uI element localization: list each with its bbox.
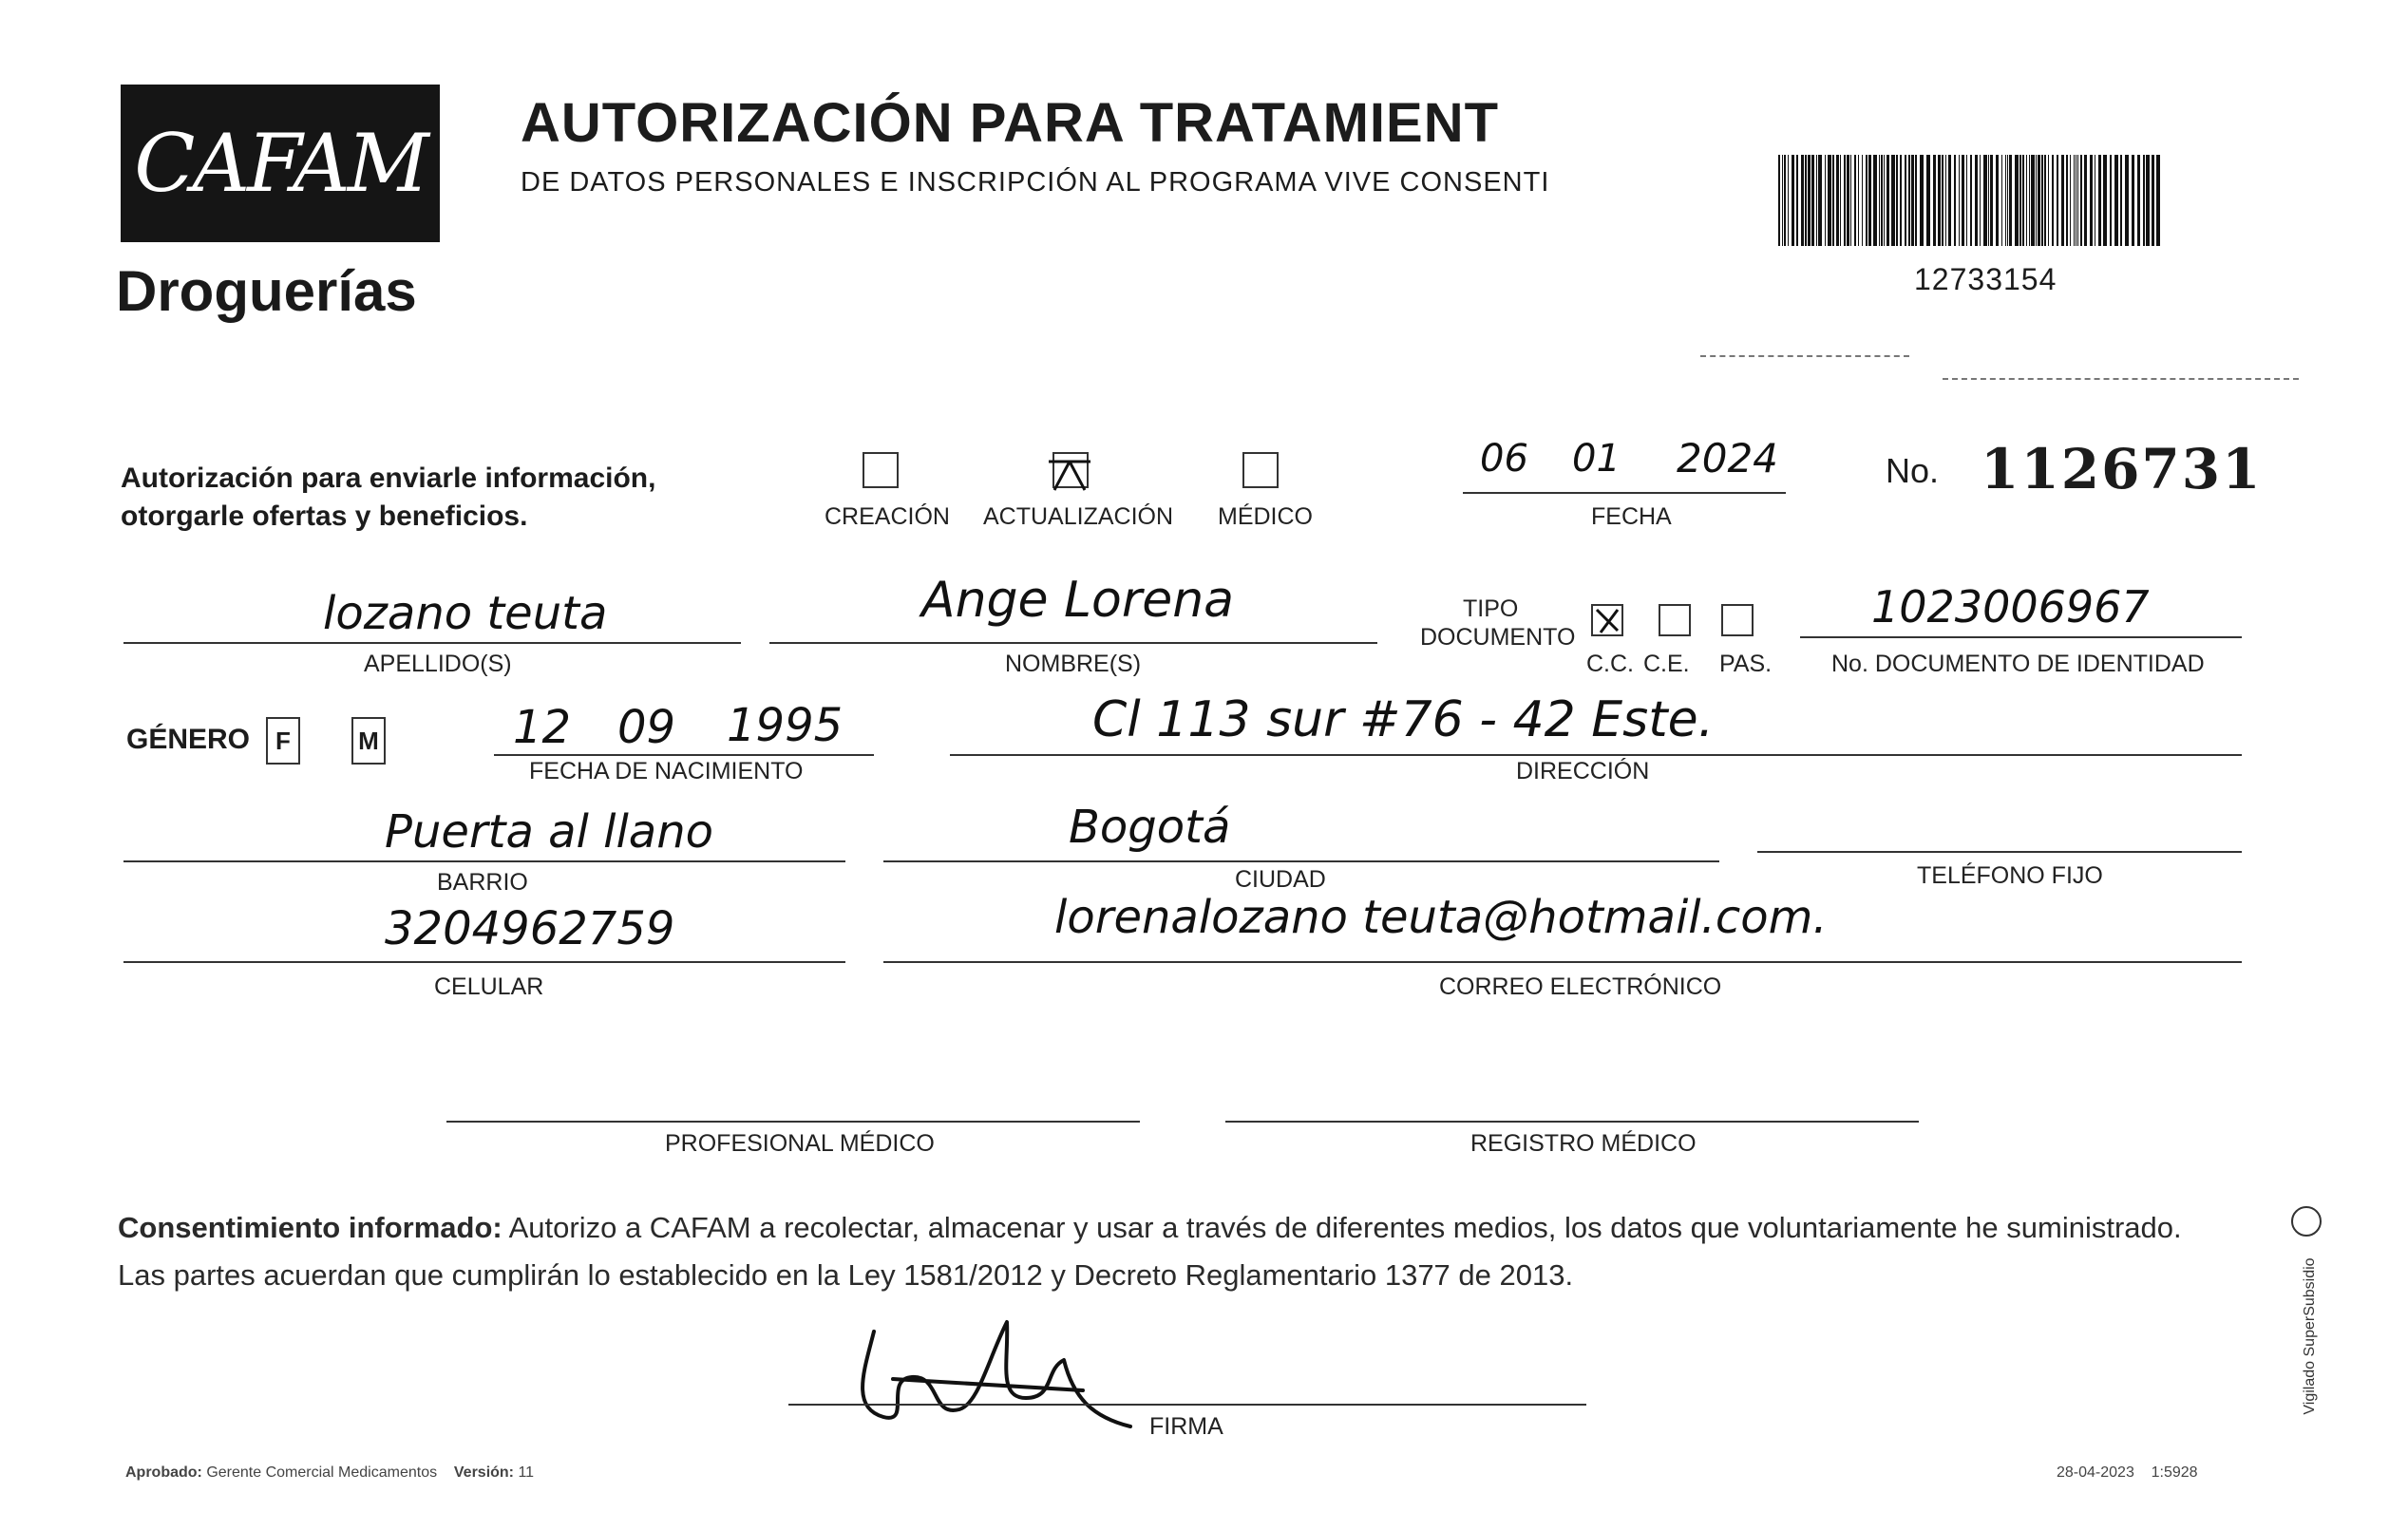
barcode-bar	[1900, 155, 1902, 246]
profesional-underline	[446, 1121, 1140, 1123]
date-year-value: 2024	[1677, 435, 1778, 482]
ciudad-value: Bogotá	[1069, 801, 1231, 854]
barcode-bar	[1887, 155, 1889, 246]
side-text: Vigilado SuperSubsidio	[2302, 1257, 2318, 1415]
checkbox-pas[interactable]	[1721, 604, 1754, 636]
barcode-bar	[2026, 155, 2027, 246]
form-number: 1126731	[1981, 437, 2263, 501]
nombres-value: Ange Lorena	[921, 572, 1235, 629]
barcode-bar	[2048, 155, 2049, 246]
gender-f-box[interactable]	[266, 717, 300, 765]
logo-text: CAFAM	[134, 117, 427, 210]
divider	[1700, 355, 1909, 357]
barcode-bar	[1980, 155, 1981, 246]
barcode-bar	[2090, 155, 2093, 246]
barcode-bar	[1854, 155, 1856, 246]
date-underline	[1463, 492, 1786, 494]
barcode-bar	[1825, 155, 1826, 246]
label-correo: CORREO ELECTRÓNICO	[1439, 973, 1722, 1000]
barcode-number: 12733154	[1914, 262, 2057, 296]
barcode-bar	[2125, 155, 2129, 246]
supersubsidio-seal	[2291, 1206, 2329, 1425]
label-tipo: TIPO	[1463, 595, 1519, 622]
barcode-bar	[1784, 155, 1786, 246]
direccion-value: Cl 113 sur #76 - 42 Este.	[1092, 691, 1715, 748]
barcode-bar	[1811, 155, 1814, 246]
intro-line-2: otorgarle ofertas y beneficios.	[121, 501, 528, 532]
barcode-bar	[1966, 155, 1967, 246]
barcode-bar	[1891, 155, 1895, 246]
signature	[845, 1303, 1159, 1445]
nombres-underline	[769, 642, 1377, 644]
form-subtitle: DE DATOS PERSONALES E INSCRIPCIÓN AL PROGRAMA VIVE CONSENTI	[521, 167, 1550, 198]
doc-number-underline	[1800, 636, 2242, 638]
barcode-bar	[2038, 155, 2040, 246]
direccion-underline	[950, 754, 2242, 756]
barcode-bar	[2061, 155, 2064, 246]
label-profesional: PROFESIONAL MÉDICO	[665, 1130, 935, 1157]
barcode-bar	[2044, 155, 2046, 246]
barcode-bar	[1926, 155, 1930, 246]
barcode-bar	[2019, 155, 2021, 246]
footer-right	[2057, 1464, 2198, 1482]
barcode-bar	[2152, 155, 2154, 246]
footer-code: 1:5928	[2151, 1464, 2198, 1481]
registro-underline	[1225, 1121, 1919, 1123]
consent-text	[118, 1204, 2303, 1299]
checkbox-cc[interactable]	[1591, 604, 1623, 636]
birth-underline	[494, 754, 874, 756]
label-birth: FECHA DE NACIMIENTO	[529, 758, 804, 784]
consent-line-2: Las partes acuerdan que cumplirán lo establecido en la Ley 1581/2012 y Decreto Reglamentario 1377 de 2013.	[118, 1258, 1574, 1292]
barcode-bar	[1832, 155, 1834, 246]
barcode-bar	[2007, 155, 2008, 246]
checkbox-actualizacion[interactable]	[1052, 452, 1089, 488]
check-mark-icon	[1041, 441, 1098, 498]
barcode-bar	[1905, 155, 1906, 246]
barcode-bar	[1805, 155, 1807, 246]
barcode-bar	[2080, 155, 2082, 246]
apellidos-value: lozano teuta	[323, 587, 608, 640]
label-apellidos: APELLIDO(S)	[364, 651, 512, 677]
checkbox-ce[interactable]	[1659, 604, 1691, 636]
barcode-bar	[2066, 155, 2068, 246]
apellidos-underline	[123, 642, 741, 644]
cafam-logo	[121, 85, 440, 242]
label-registro: REGISTRO MÉDICO	[1470, 1130, 1697, 1157]
barcode-bar	[1975, 155, 1978, 246]
barcode-bar	[1942, 155, 1943, 246]
correo-underline	[883, 961, 2242, 963]
label-doc-number: No. DOCUMENTO DE IDENTIDAD	[1831, 651, 2205, 677]
label-nombres: NOMBRE(S)	[1005, 651, 1142, 677]
barcode-bar	[1881, 155, 1883, 246]
barcode-bar	[1828, 155, 1831, 246]
barcode-bar	[2022, 155, 2024, 246]
footer-aprobado-value: Gerente Comercial Medicamentos	[206, 1464, 438, 1481]
label-fecha: FECHA	[1591, 503, 1672, 530]
barcode-bar	[1915, 155, 1917, 246]
label-telefono: TELÉFONO FIJO	[1917, 862, 2103, 889]
consent-lead: Consentimiento informado:	[118, 1211, 502, 1244]
barcode-bar	[2114, 155, 2118, 246]
barcode-bar	[1879, 155, 1880, 246]
barcode-bar	[2005, 155, 2006, 246]
barcode-bar	[2077, 155, 2078, 246]
birth-month-value: 09	[617, 701, 676, 754]
divider	[1943, 378, 2299, 380]
barcode-bar	[2084, 155, 2087, 246]
barcode-bar	[2074, 155, 2075, 246]
barcode-bar	[2029, 155, 2030, 246]
barcode-bar	[1844, 155, 1846, 246]
barcode-bar	[1920, 155, 1924, 246]
barcode-bar	[1996, 155, 1999, 246]
firma-underline	[788, 1404, 1586, 1406]
birth-day-value: 12	[513, 701, 572, 754]
barcode-bar	[1868, 155, 1871, 246]
barcode-bar	[2052, 155, 2054, 246]
form-title: AUTORIZACIÓN PARA TRATAMIENT	[521, 92, 1500, 154]
doc-number-value: 1023006967	[1871, 581, 2150, 633]
barcode-bar	[1911, 155, 1914, 246]
label-creacion: CREACIÓN	[825, 503, 950, 530]
barcode-bar	[1796, 155, 1798, 246]
celular-value: 3204962759	[385, 902, 675, 955]
consent-body-1: Autorizo a CAFAM a recolectar, almacenar y usar a través de diferentes medios, los datos que voluntariamente he suministrado.	[502, 1211, 2182, 1244]
barcode-bar	[1850, 155, 1851, 246]
checkbox-medico[interactable]	[1242, 452, 1279, 488]
gender-f-label: F	[275, 726, 291, 755]
barcode-bar	[2015, 155, 2019, 246]
x-mark-icon	[1591, 604, 1623, 636]
barcode-bar	[1962, 155, 1964, 246]
barcode-bar	[1983, 155, 1987, 246]
label-ciudad: CIUDAD	[1235, 866, 1326, 893]
barcode-bar	[1908, 155, 1910, 246]
barcode-bar	[1801, 155, 1804, 246]
barrio-underline	[123, 860, 845, 862]
label-barrio: BARRIO	[437, 869, 528, 896]
footer-left	[125, 1464, 534, 1482]
footer-aprobado-label: Aprobado:	[125, 1464, 202, 1481]
gender-m-box[interactable]	[351, 717, 386, 765]
barcode-bar	[1816, 155, 1817, 246]
barcode-bar	[1959, 155, 1960, 246]
barcode-bar	[1818, 155, 1822, 246]
barcode-bar	[2098, 155, 2101, 246]
barcode-bar	[2041, 155, 2043, 246]
barcode-bar	[2132, 155, 2134, 246]
label-celular: CELULAR	[434, 973, 544, 1000]
barcode-bar	[2110, 155, 2112, 246]
barcode-bar	[1988, 155, 1989, 246]
barcode-bar	[1938, 155, 1941, 246]
barcode-bar	[2057, 155, 2058, 246]
barcode-bar	[2070, 155, 2071, 246]
barcode-bar	[1862, 155, 1863, 246]
barcode-bar	[1778, 155, 1780, 246]
date-month-value: 01	[1572, 437, 1621, 481]
birth-year-value: 1995	[727, 699, 844, 752]
barcode-bar	[2009, 155, 2012, 246]
barcode-bar	[1873, 155, 1877, 246]
barcode-bar	[2137, 155, 2140, 246]
label-ce: C.E.	[1643, 651, 1690, 677]
barcode-bar	[2031, 155, 2035, 246]
barcode-bar	[1884, 155, 1885, 246]
barcode-bar	[1782, 155, 1783, 246]
barrio-value: Puerta al llano	[385, 805, 714, 859]
label-direccion: DIRECCIÓN	[1516, 758, 1650, 784]
barcode-bar	[1847, 155, 1849, 246]
barcode-bar	[2103, 155, 2107, 246]
telefono-underline	[1757, 851, 2242, 853]
barcode-bar	[1954, 155, 1956, 246]
label-firma: FIRMA	[1149, 1413, 1223, 1440]
barcode-bar	[2156, 155, 2160, 246]
checkbox-creacion[interactable]	[863, 452, 899, 488]
authorization-intro	[121, 460, 655, 536]
barcode	[1778, 155, 2168, 246]
barcode-bar	[1945, 155, 1946, 246]
barcode-bar	[1896, 155, 1898, 246]
barcode-bar	[1808, 155, 1811, 246]
footer-date: 28-04-2023	[2057, 1464, 2134, 1481]
barcode-bar	[1933, 155, 1936, 246]
barcode-bar	[2146, 155, 2150, 246]
barcode-bar	[1788, 155, 1789, 246]
celular-underline	[123, 961, 845, 963]
barcode-bar	[1840, 155, 1841, 246]
date-day-value: 06	[1480, 437, 1528, 481]
consent-line-1	[118, 1204, 2303, 1252]
barcode-bar	[2036, 155, 2037, 246]
barcode-bar	[1948, 155, 1951, 246]
footer-version-value: 11	[518, 1464, 535, 1481]
barcode-bar	[1858, 155, 1859, 246]
barcode-bar	[2143, 155, 2145, 246]
barcode-bar	[2001, 155, 2002, 246]
footer-version-label: Versión:	[453, 1464, 515, 1481]
ciudad-underline	[883, 860, 1719, 862]
number-label: No.	[1886, 451, 1940, 490]
barcode-bar	[1970, 155, 1972, 246]
barcode-bar	[1990, 155, 1993, 246]
barcode-bar	[1792, 155, 1794, 246]
label-pas: PAS.	[1719, 651, 1773, 677]
brand-subtitle: Droguerías	[116, 259, 417, 323]
barcode-bar	[2120, 155, 2122, 246]
label-cc: C.C.	[1586, 651, 1634, 677]
label-actualizacion: ACTUALIZACIÓN	[983, 503, 1174, 530]
barcode-bar	[1866, 155, 1868, 246]
label-medico: MÉDICO	[1218, 503, 1313, 530]
correo-value: lorenalozano teuta@hotmail.com.	[1054, 891, 1828, 944]
label-genero: GÉNERO	[126, 724, 251, 755]
barcode-bar	[1836, 155, 1839, 246]
gender-m-label: M	[358, 726, 379, 755]
intro-line-1: Autorización para enviarle información,	[121, 463, 656, 494]
label-documento: DOCUMENTO	[1420, 624, 1576, 651]
